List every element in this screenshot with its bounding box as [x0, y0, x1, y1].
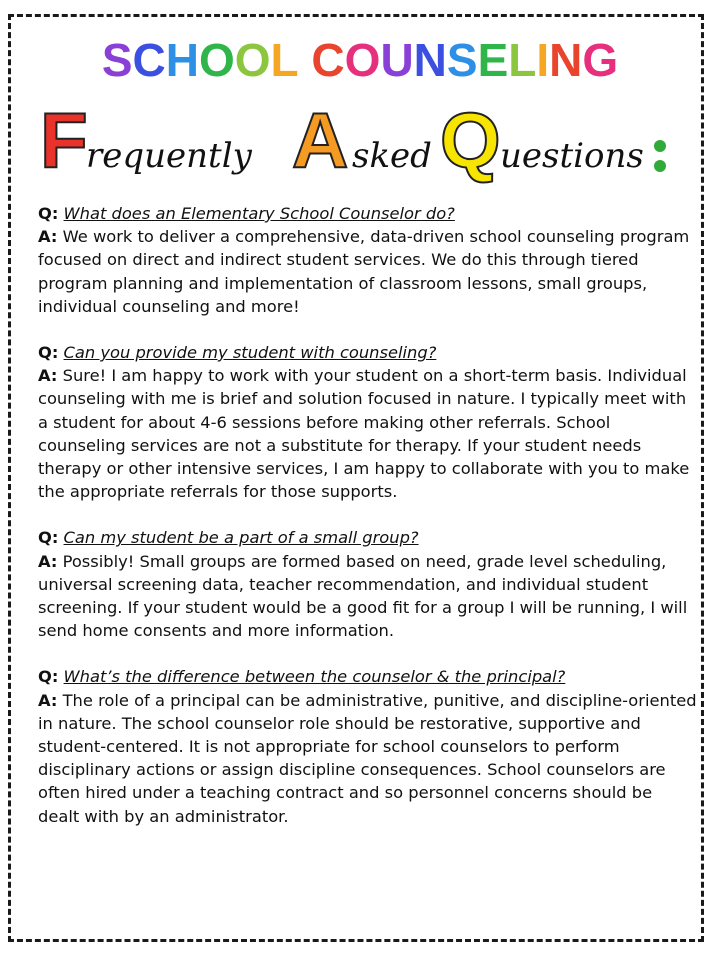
- faq-heading-letter-q: Q: [440, 96, 501, 184]
- faq-item: [38, 665, 698, 827]
- title-letter: O: [198, 34, 235, 86]
- faq-heading-word-asked: sked: [352, 136, 432, 176]
- title-letter: U: [380, 34, 414, 86]
- question-text: What’s the difference between the counselor & the principal?: [63, 667, 566, 687]
- question-text: What does an Elementary School Counselor do?: [63, 204, 455, 223]
- answer-row: [38, 689, 698, 828]
- page-title: [0, 32, 720, 88]
- answer-text: Sure! I am happy to work with your student on a short-term basis. Individual counseling with me is brief and solution focused in nature. I typically meet with a student for about 4-6 sessions before making other referrals. School counseling services are not a substitute for therapy. If your student needs therapy or other intensive services, I am happy to collaborate with you to make the appropriate referrals for those supports.: [38, 366, 690, 502]
- faq-heading: [36, 96, 686, 184]
- answer-row: [38, 225, 698, 318]
- faq-heading-word-questions: uestions: [500, 136, 644, 176]
- colon-dot-top: [654, 140, 666, 152]
- question-prefix: Q:: [38, 667, 59, 687]
- title-letter: C: [132, 34, 166, 86]
- title-letter: [299, 32, 312, 88]
- answer-prefix: A:: [38, 366, 58, 386]
- faq-heading-word-frequently: requently: [86, 136, 252, 176]
- question-prefix: Q:: [38, 343, 59, 363]
- title-letter: G: [582, 34, 619, 86]
- faq-list: [38, 202, 698, 851]
- title-letter: L: [508, 34, 537, 86]
- faq-heading-letter-f: F: [40, 96, 88, 184]
- question-row: [38, 526, 698, 549]
- faq-item: [38, 202, 698, 318]
- title-letter: C: [311, 34, 345, 86]
- title-letter: N: [413, 34, 447, 86]
- question-prefix: Q:: [38, 204, 59, 223]
- question-row: [38, 202, 698, 225]
- title-letter: I: [536, 34, 550, 86]
- colon-dot-bottom: [654, 160, 666, 172]
- answer-row: [38, 550, 698, 643]
- question-row: [38, 665, 698, 688]
- answer-text: We work to deliver a comprehensive, data-driven school counseling program focused on direct and indirect student services. We do this through tiered program planning and implementation of classroom lessons, small groups, individual counseling and more!: [38, 227, 690, 316]
- question-prefix: Q:: [38, 528, 59, 548]
- title-letter: E: [477, 34, 509, 86]
- question-text: Can my student be a part of a small group?: [63, 528, 419, 548]
- answer-prefix: A:: [38, 690, 58, 710]
- title-letter: H: [165, 34, 199, 86]
- answer-row: [38, 364, 698, 503]
- answer-prefix: A:: [38, 227, 58, 247]
- question-text: Can you provide my student with counseling?: [63, 343, 437, 363]
- faq-item: [38, 341, 698, 503]
- question-row: [38, 341, 698, 364]
- title-letter: S: [446, 34, 478, 86]
- faq-heading-letter-a: A: [292, 96, 349, 184]
- title-letter: O: [234, 34, 271, 86]
- faq-item: [38, 526, 698, 642]
- title-letter: N: [549, 34, 583, 86]
- answer-text: The role of a principal can be administrative, punitive, and discipline-oriented in nature. The school counselor role should be restorative, supportive and student-centered. It is not appropriate for school counselors to perform disciplinary actions or assign discipline consequences. School counselors are often hired under a teaching contract and so personnel concerns should be dealt with by an administrator.: [38, 690, 697, 826]
- answer-prefix: A:: [38, 551, 58, 571]
- title-letter: O: [344, 34, 381, 86]
- answer-text: Possibly! Small groups are formed based on need, grade level scheduling, universal screening data, teacher recommendation, and individual student screening. If your student would be a good fit for a group I will be running, I will send home consents and more information.: [38, 551, 688, 641]
- title-letter: L: [270, 34, 299, 86]
- title-letter: S: [101, 34, 133, 86]
